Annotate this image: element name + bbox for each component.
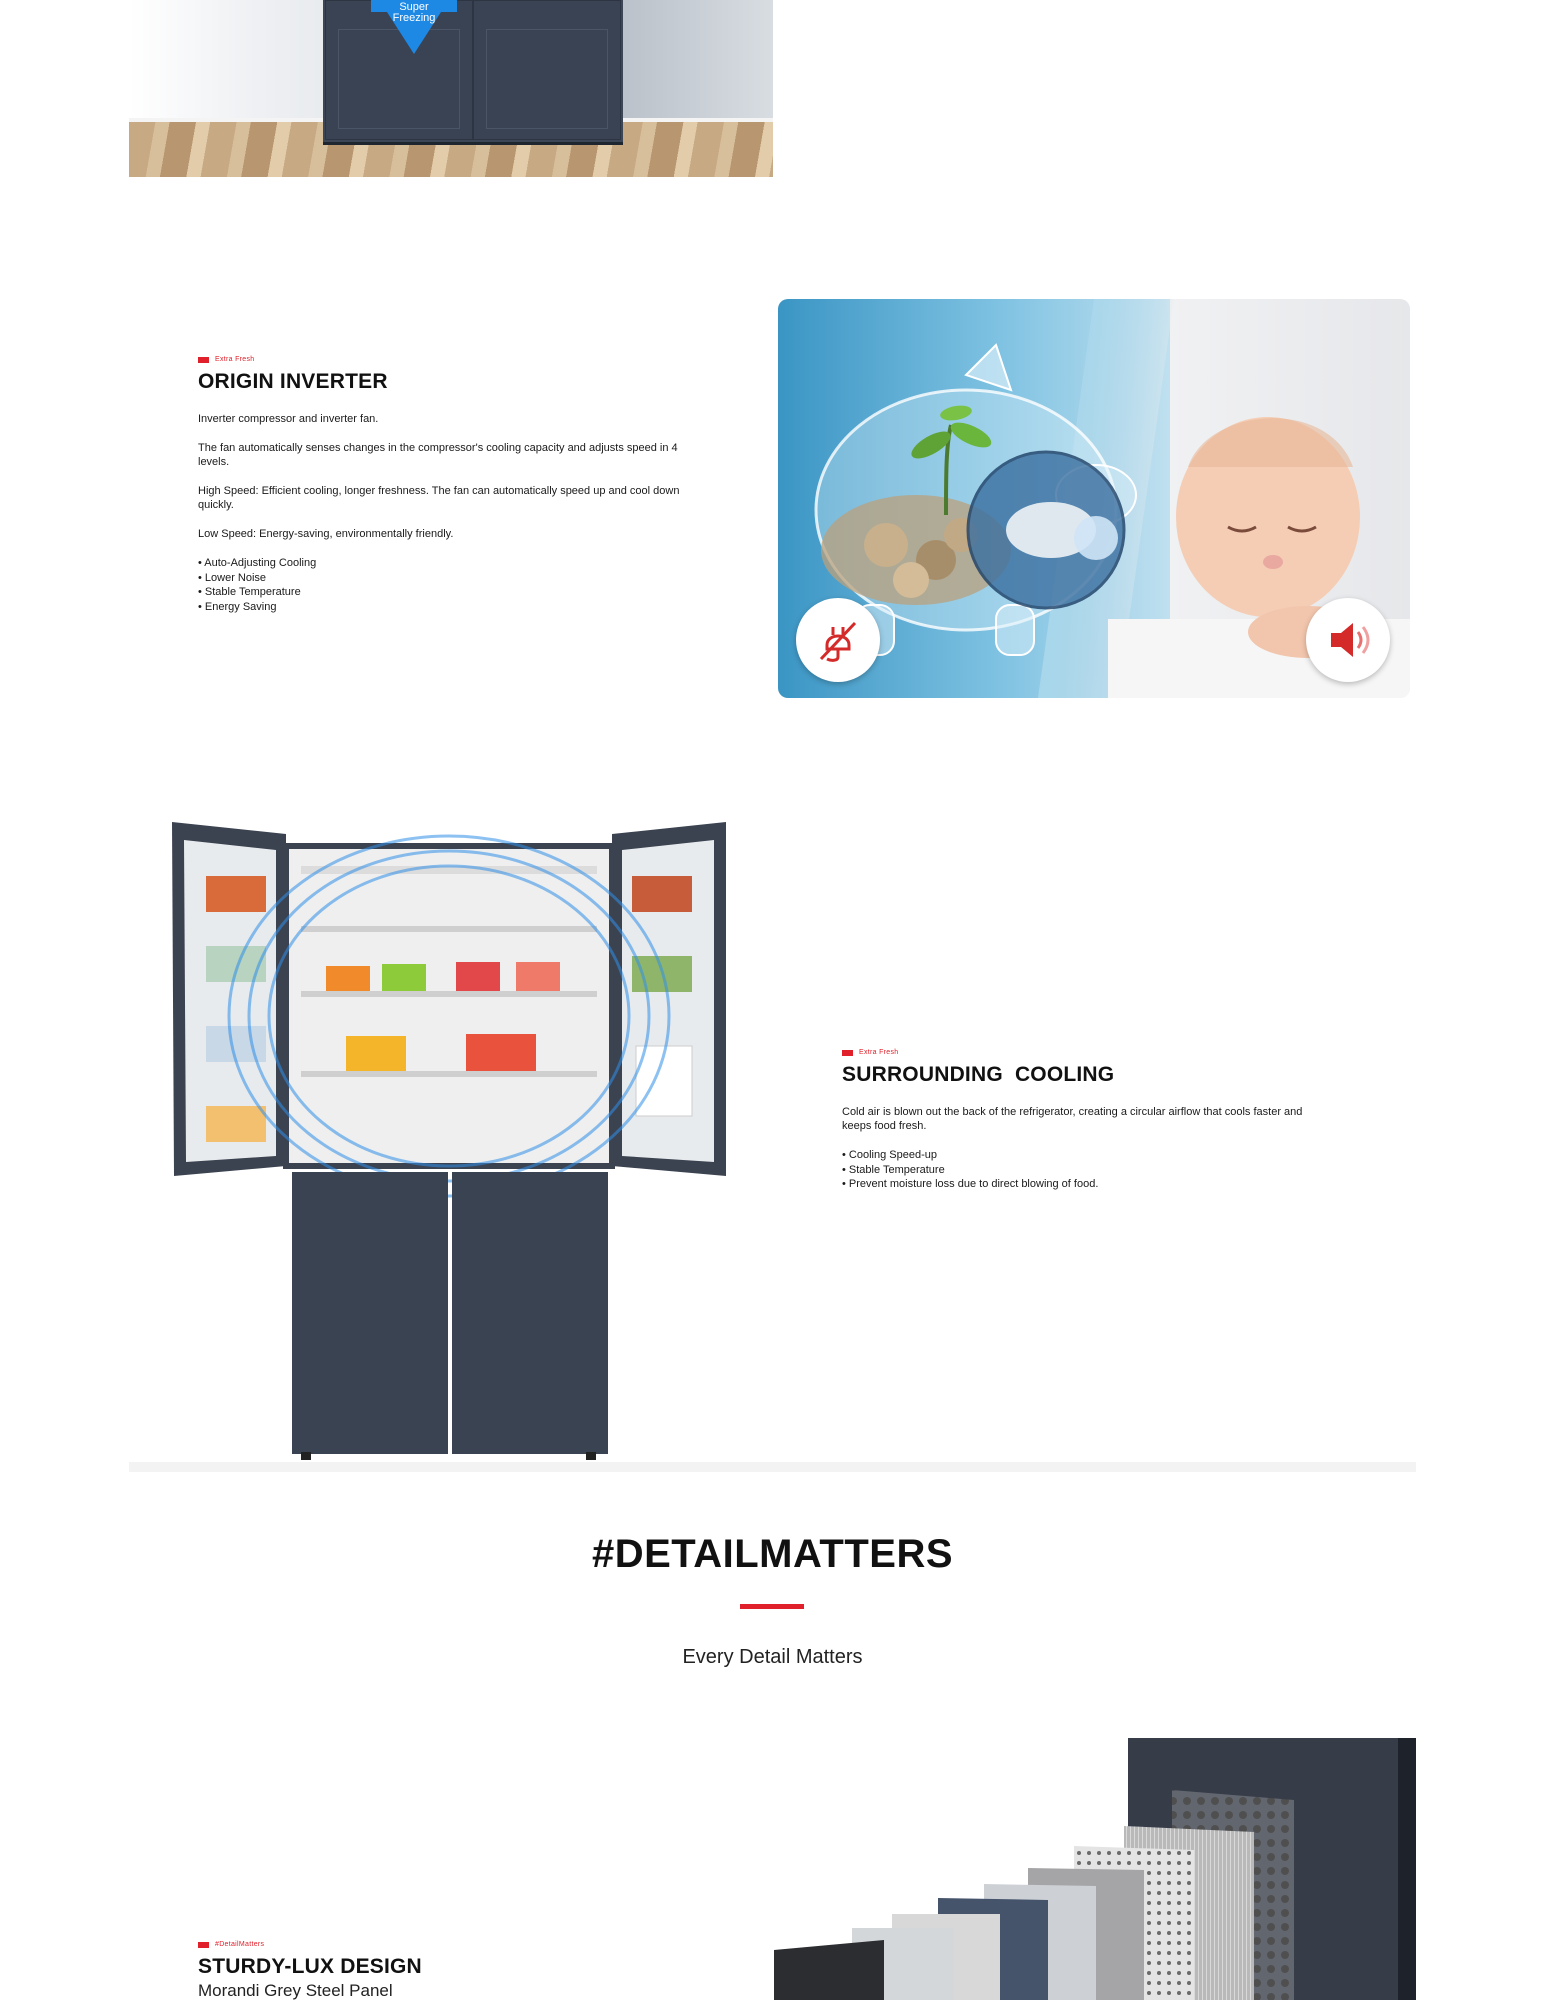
open-fridge-airflow-image [166, 816, 732, 1462]
heading-underline [740, 1604, 804, 1609]
list-item: • Lower Noise [198, 571, 267, 584]
badge-line-1: Super [399, 1, 429, 13]
badge-line-2: Freezing [392, 12, 436, 24]
origin-inverter-section [198, 356, 698, 614]
origin-inverter-image [778, 299, 1410, 698]
feature-tag [198, 356, 698, 363]
super-freezing-badge [371, 0, 457, 54]
feature-bullet-list [198, 556, 698, 614]
feature-paragraph: High Speed: Efficient cooling, longer freshness. The fan can automatically speed up and cool down quickly. [198, 485, 680, 511]
energy-saving-plug-icon [796, 598, 880, 682]
sturdy-lux-title: STURDY-LUX DESIGN [198, 1955, 422, 1978]
tag-label: Extra Fresh [215, 356, 255, 363]
detail-matters-subtitle: Every Detail Matters [682, 1646, 863, 1668]
sturdy-lux-section [198, 1941, 678, 2001]
list-item: • Auto-Adjusting Cooling [198, 557, 317, 569]
sturdy-lux-subtitle: Morandi Grey Steel Panel [198, 1981, 393, 2000]
fridge-lower-doors [323, 0, 623, 145]
list-item: • Energy Saving [198, 600, 277, 613]
steel-panel-layers-image [774, 1738, 1416, 2000]
feature-tag [842, 1049, 1322, 1056]
feature-paragraph: The fan automatically senses changes in the compressor's cooling capacity and adjusts speed in 4 levels. [198, 442, 678, 468]
surrounding-cooling-section [842, 1049, 1322, 1192]
list-item: • Stable Temperature [842, 1163, 945, 1176]
list-item: • Stable Temperature [198, 586, 301, 598]
feature-tag [198, 1941, 678, 1948]
feature-paragraph: Cold air is blown out the back of the refrigerator, creating a circular airflow that cools faster and keeps food fresh. [842, 1106, 1303, 1132]
feature-paragraph: Inverter compressor and inverter fan. [198, 413, 379, 425]
feature-paragraph: Low Speed: Energy-saving, environmentally friendly. [198, 528, 454, 540]
origin-inverter-title: ORIGIN INVERTER [198, 370, 388, 393]
tag-label: #DetailMatters [215, 1941, 265, 1948]
feature-bullet-list [842, 1148, 1322, 1192]
super-freezing-banner-image [129, 0, 773, 177]
section-divider [129, 1462, 1416, 1472]
list-item: • Cooling Speed-up [842, 1149, 937, 1161]
list-item: • Prevent moisture loss due to direct blowing of food. [842, 1178, 1099, 1190]
surrounding-cooling-title: SURROUNDING COOLING [842, 1063, 1115, 1086]
tag-label: Extra Fresh [859, 1049, 899, 1056]
low-noise-speaker-icon [1306, 598, 1390, 682]
detail-matters-heading: #DETAILMATTERS [591, 1532, 954, 1576]
